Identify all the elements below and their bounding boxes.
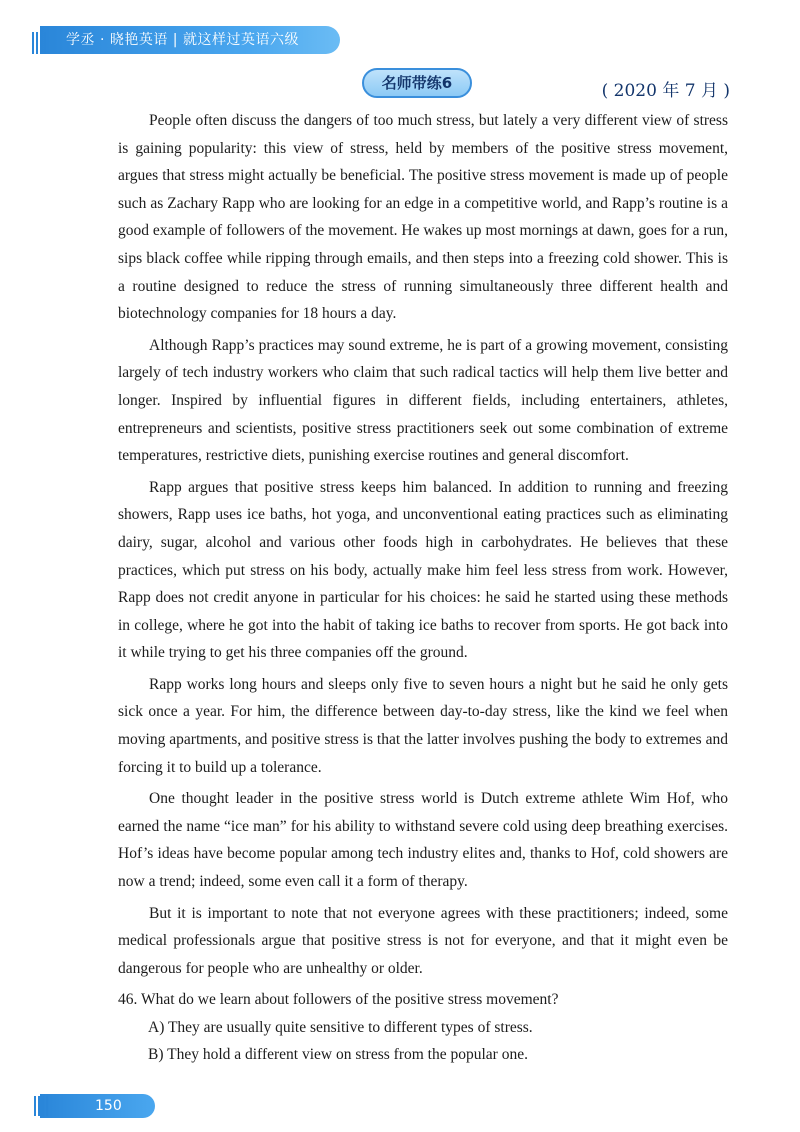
passage-paragraph-1: People often discuss the dangers of too much stress, but lately a very different view of stress is gaining popularity: this view of stress, held by members of the positive stress movement, argues that stress might actually be beneficial. The positive stress movement is made up of people such as Zachary Rapp who are looking for an edge in a competitive world, and Rapp’s routine is a good example of followers of the movement. He wakes up most mornings at dawn, goes for a run, sips black coffee while ripping through emails, and then steps into a freezing cold shower. This is a routine designed to reduce the stress of running simultaneously three different health and biotechnology companies for 18 hours a day.: [118, 112, 728, 323]
section-badge-label: 名师带练6: [381, 74, 453, 92]
passage-paragraph-3: Rapp argues that positive stress keeps him balanced. In addition to running and freezing showers, Rapp uses ice baths, hot yoga, and unconventional eating practices such as eliminating dairy, sugar, alcohol and various other foods high in carbohydrates. He believes that these practices, which put stress on his body, actually make him feel less stress from work. However, Rapp does not credit anyone in particular for his choices: he said he started using these methods in college, where he got into the habit of taking ice baths to recover from sports. He got back into it while trying to get his three companies off the ground.: [118, 478, 728, 662]
passage-paragraph-5: One thought leader in the positive stress world is Dutch extreme athlete Wim Hof, who earned the name “ice man” for his ability to withstand severe cold using deep breathing exercises. Hof’s ideas have become popular among tech industry elites and, thanks to Hof, cold showers are now a trend; indeed, some even call it a form of therapy.: [118, 790, 728, 891]
passage-paragraph-6: But it is important to note that not everyone agrees with these practitioners; indeed, some medical professionals argue that positive stress is not for everyone, and that it might even be dangerous for people who are unhealthy or older.: [118, 904, 728, 977]
passage-paragraph-4: Rapp works long hours and sleeps only five to seven hours a night but he said he only gets sick once a year. For him, the difference between day-to-day stress, like the kind we feel when moving apartments, and positive stress is that the latter involves pushing the body to extremes and forcing it to build up a tolerance.: [118, 675, 728, 776]
option-a: A) They are usually quite sensitive to different types of stress.: [148, 1018, 533, 1036]
book-title: 学丞 · 晓艳英语 | 就这样过英语六级: [66, 32, 299, 48]
passage-paragraph-2: Although Rapp’s practices may sound extreme, he is part of a growing movement, consisting largely of tech industry workers who claim that such radical tactics will help them live better and longer. Inspired by influential figures in different fields, including entertainers, athletes, entrepreneurs and scientists, positive stress practitioners seek out some combination of extreme temperatures, restrictive diets, punishing exercise routines and general discomfort.: [118, 336, 728, 465]
exam-date: ( 2020 年 7 月 ): [601, 81, 730, 101]
option-b: B) They hold a different view on stress from the popular one.: [148, 1046, 528, 1064]
question-stem: 46. What do we learn about followers of the positive stress movement?: [118, 991, 559, 1008]
reading-passage: [118, 107, 728, 986]
page-number: 150: [95, 1098, 122, 1114]
question-46: [118, 986, 728, 1069]
